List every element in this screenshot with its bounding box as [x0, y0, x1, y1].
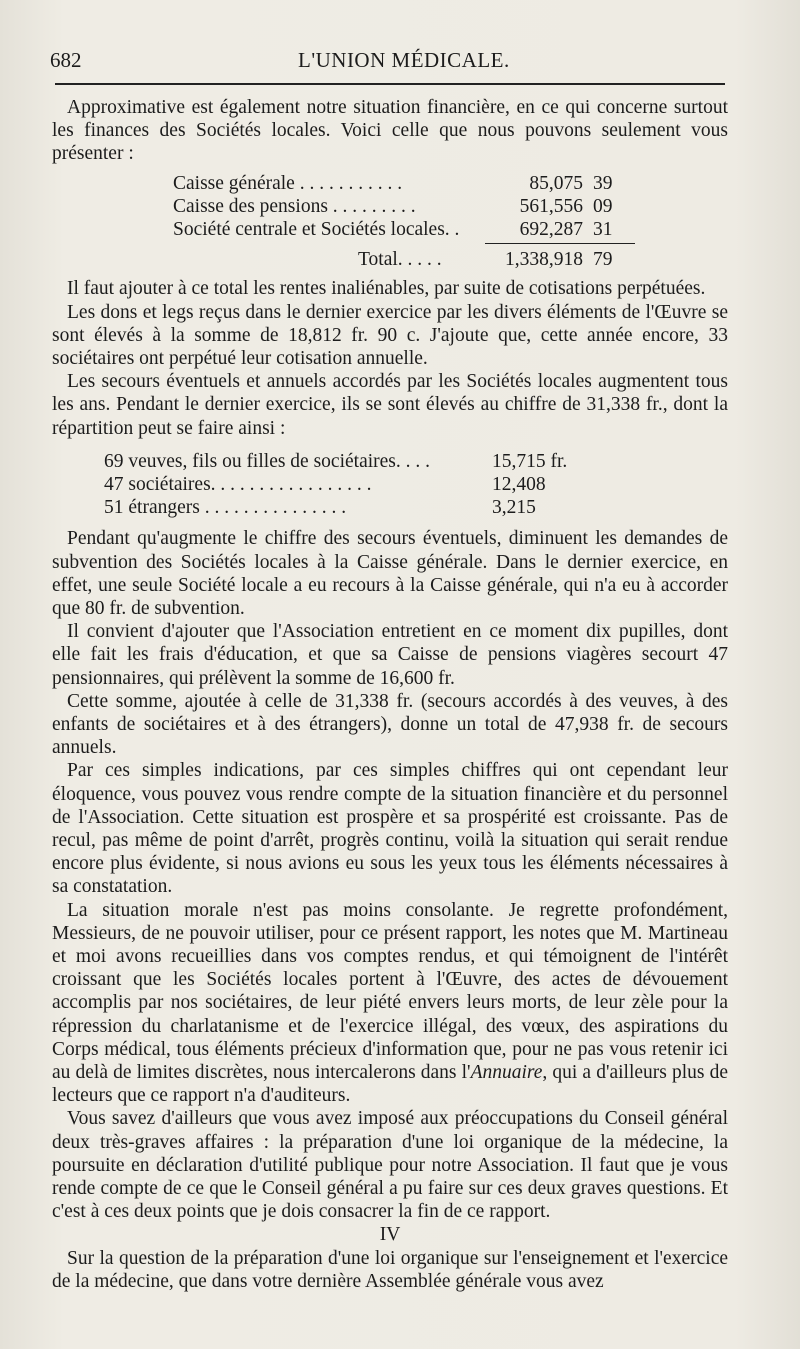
finance-label: Caisse des pensions . . . . . . . . .	[173, 195, 416, 217]
aid-amount: 15,715 fr.	[492, 450, 568, 472]
aid-table	[104, 450, 624, 520]
body-text	[52, 96, 728, 1293]
aid-amount: 12,408	[492, 473, 546, 495]
paragraph: Pendant qu'augmente le chiffre des secours éventuels, diminuent les demandes de subvention des Sociétés locales à la Caisse générale. Dans le dernier exercice, en effet, une seule Société locale a eu recours à la Caisse générale, qui n'a eu à accorder que 80 fr. de subvention.	[52, 528, 728, 619]
finance-row	[173, 195, 633, 218]
paragraph: Sur la question de la préparation d'une loi organique sur l'enseignement et l'exercice de la médecine, que dans votre dernière Assemblée générale vous avez	[52, 1247, 728, 1292]
finance-table	[173, 172, 633, 272]
paragraph: Approximative est également notre situation financière, en ce qui concerne surtout les finances des Sociétés locales. Voici celle que nous pouvons seulement vous présenter :	[52, 97, 728, 165]
header-rule	[55, 83, 725, 85]
paragraph: Vous savez d'ailleurs que vous avez imposé aux préoccupations du Conseil général deux très-graves affaires : la préparation d'une loi organique de la médecine, la poursuite en déclaration d'utilité publique pour notre Association. Il faut que je vous rende compte de ce que le Conseil général a pu faire sur ces deux graves questions. Et c'est à ces deux points que je dois consacrer la fin de ce rapport.	[52, 1108, 728, 1223]
total-amount: 1,338,918	[505, 249, 583, 271]
finance-cents: 31	[593, 218, 613, 240]
page-number: 682	[50, 48, 82, 72]
finance-label: Société centrale et Sociétés locales. .	[173, 218, 460, 240]
paragraph: Les dons et legs reçus dans le dernier exercice par les divers éléments de l'Œuvre se sont élevés à la somme de 18,812 fr. 90 c. J'ajoute que, cette année encore, 33 sociétaires ont perpétué leur cotisation annuelle.	[52, 301, 728, 369]
paragraph: Par ces simples indications, par ces simples chiffres qui ont cependant leur éloquence, vous pouvez vous rendre compte de la situation financière et du personnel de l'Association. Cette situation est prospère et sa prospérité est croissante. Pas de recul, pas même de point d'arrêt, progrès continu, voilà la situation qui serait rendue encore plus évidente, si nous avions eu sous les yeux tous les éléments nécessaires à sa constatation.	[52, 760, 728, 898]
total-cents: 79	[593, 249, 613, 271]
finance-cents: 09	[593, 195, 613, 217]
aid-label: 51 étrangers . . . . . . . . . . . . . . .	[104, 497, 347, 519]
finance-amount: 561,556	[519, 195, 583, 217]
aid-label: 69 veuves, fils ou filles de sociétaires. . . .	[104, 450, 431, 472]
paragraph-text: La situation morale n'est pas moins consolante. Je regrette profondément, Messieurs, de ne pouvoir utiliser, pour ce présent rapport, les notes que M. Martineau et moi avons recueillies dans vos comptes rendus, et qui témoignent de l'intérêt croissant que les Sociétés locales portent à l'Œuvre, des actes de dévouement accomplis par nos sociétaires, de leur piété envers leurs morts, de leur zèle pour la répression du charlatanisme et de l'exercice illégal, des vœux, des aspirations du Corps médical, tous éléments précieux d'information que, pour ne pas vous retenir ici au delà de limites discrètes, nous intercalerons dans l'	[52, 899, 728, 1084]
paragraph	[52, 899, 728, 1108]
paragraph: Les secours éventuels et annuels accordés par les Sociétés locales augmentent tous les ans. Pendant le dernier exercice, ils se sont élevés au chiffre de 31,338 fr., dont la répartition peut se faire ainsi :	[52, 371, 728, 439]
page-header	[50, 48, 730, 78]
paragraph: Il faut ajouter à ce total les rentes inaliénables, par suite de cotisations perpétuées.	[67, 278, 706, 300]
finance-cents: 39	[593, 172, 613, 194]
finance-row	[173, 172, 633, 195]
paragraph: Cette somme, ajoutée à celle de 31,338 fr. (secours accordés à des veuves, à des enfants de sociétaires et à des étrangers), donne un total de 47,938 fr. de secours annuels.	[52, 690, 728, 759]
finance-amount: 692,287	[519, 218, 583, 240]
paragraph: Il convient d'ajouter que l'Association entretient en ce moment dix pupilles, dont elle fait les frais d'éducation, et que sa Caisse de pensions viagères secourt 47 pensionnaires, qui prélèvent la somme de 16,600 fr.	[52, 621, 728, 689]
aid-row	[104, 473, 624, 496]
finance-label: Caisse générale . . . . . . . . . . .	[173, 172, 403, 194]
aid-row	[104, 450, 624, 473]
total-label: Total. . . . .	[358, 249, 442, 271]
aid-amount: 3,215	[492, 497, 536, 519]
finance-total-row	[173, 248, 633, 271]
section-number: IV	[379, 1224, 401, 1246]
aid-row	[104, 496, 624, 519]
finance-row	[173, 218, 633, 241]
annuaire-title: Annuaire	[470, 1062, 543, 1084]
paragraph-text: , qui a d'ailleurs plus de lecteurs que ce rapport n'a d'auditeurs.	[52, 1062, 728, 1107]
finance-amount: 85,075	[529, 172, 583, 194]
aid-label: 47 sociétaires. . . . . . . . . . . . . . . . .	[104, 473, 372, 495]
running-title: L'UNION MÉDICALE.	[298, 48, 510, 72]
